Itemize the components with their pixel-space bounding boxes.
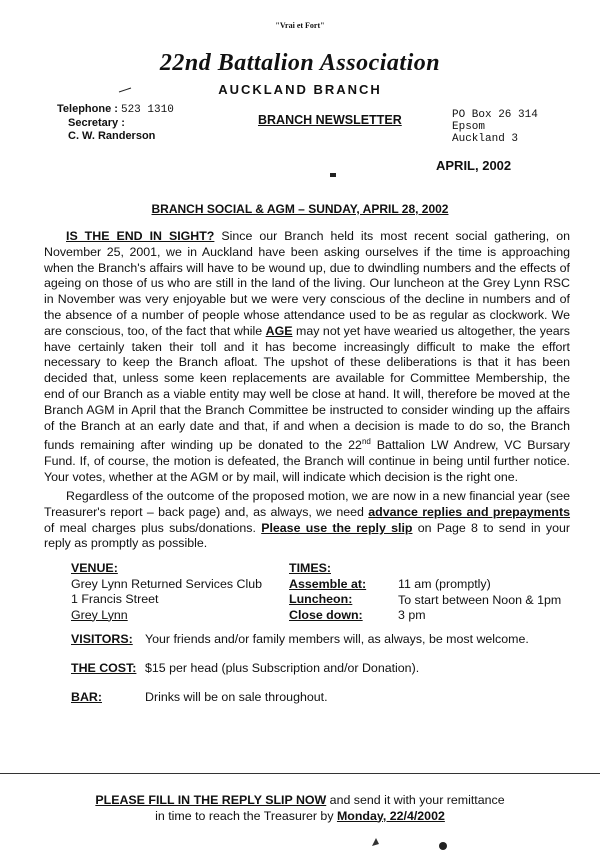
ink-mark-icon xyxy=(370,836,382,848)
motto: "Vrai et Fort" xyxy=(275,21,325,30)
reply-slip-footer xyxy=(0,793,600,824)
cost-text: $15 per head (plus Subscription and/or Donation). xyxy=(145,661,420,675)
secretary-name: C. W. Randerson xyxy=(68,130,156,142)
branch-subtitle: AUCKLAND BRANCH xyxy=(218,82,382,97)
po-box-line: PO Box 26 314 xyxy=(452,109,538,121)
telephone-number: 523 1310 xyxy=(120,104,174,116)
cost-label: THE COST: xyxy=(71,661,137,675)
para-lead: IS THE END IN SIGHT? xyxy=(66,229,215,243)
po-box-line: Epsom xyxy=(452,121,486,133)
bar-text: Drinks will be on sale throughout. xyxy=(145,690,328,704)
venue-line: 1 Francis Street xyxy=(71,592,159,606)
ink-speck xyxy=(330,173,336,177)
para-text: of meal charges plus subs/donations. xyxy=(44,520,262,535)
para-text: on Page 8 to send in your reply as promptly as possible. xyxy=(44,520,570,551)
footer-text: and send it with your remittance xyxy=(326,793,505,807)
visitors-row xyxy=(71,632,529,646)
para-bold: advance replies and prepayments xyxy=(368,504,571,519)
event-heading: BRANCH SOCIAL & AGM – SUNDAY, APRIL 28, 2002 xyxy=(151,202,449,216)
para-bold: Please use the reply slip xyxy=(261,520,413,535)
newsletter-label: BRANCH NEWSLETTER xyxy=(258,113,402,127)
visitors-label: VISITORS: xyxy=(71,632,133,646)
close-label: Close down: xyxy=(289,607,363,622)
luncheon-value: To start between Noon & 1pm xyxy=(398,592,562,607)
venue-line: Grey Lynn xyxy=(71,607,128,622)
section-divider xyxy=(0,773,600,774)
ink-blot-icon xyxy=(436,840,450,852)
footer-bold: PLEASE FILL IN THE REPLY SLIP NOW xyxy=(95,793,327,807)
para-text: Regardless of the outcome of the proposed motion, we are now in a new financial year (see Treasurer's report – back page) and, as always, we need xyxy=(44,489,570,519)
association-title: 22nd Battalion Association xyxy=(159,50,441,76)
assemble-value: 11 am (promptly) xyxy=(398,577,491,591)
telephone-label: Telephone : xyxy=(57,103,118,115)
visitors-text: Your friends and/or family members will, as always, be most welcome. xyxy=(145,632,529,646)
newsletter-date: APRIL, 2002 xyxy=(436,158,512,173)
assemble-label: Assemble at: xyxy=(289,576,367,591)
footer-line2: in time to reach the Treasurer by xyxy=(155,808,337,823)
para-text: Battalion LW Andrew, VC Bursary Fund. If, of course, the motion is defeated, the Branch will continue in being until further notice. Your votes, whether at the AGM or by mail, will indicate which decision is the right one. xyxy=(44,438,570,485)
bar-label: BAR: xyxy=(71,690,102,704)
para-text: Since our Branch held its most recent social gathering, on November 25, 2001, we in Auckland have been asking ourselves if the time is approaching when the Branch's affairs will have to be wound up, due to dwindling numbers and the effects of ageing on those of us who are still in the land of the living. Our luncheon at the Grey Lynn RSC in November was very enjoyable but we were very conscious of the decline in numbers and of the absence of a number of people whose attendance used to be as regular as clockwork. We are conscious, too, of the fact that while xyxy=(44,229,570,338)
para-superscript: nd xyxy=(361,437,371,447)
para-text: may not yet have wearied us altogether, the years have certainly taken their toll and it has become increasingly difficult to make the effort necessary to keep the Branch afloat. The upshot of these deliberations is that it has been decided that, unless some keen replacements are available for Committee Membership, the end of our Branch as a viable entity may well be close at hand. It will, therefore be moved at the Branch AGM in April that the Branch Committee be instructed to consider winding up the affairs of the Branch at an early date and that, if and when a decision is made to do so, the Branch funds remaining after winding up be donated to the 22 xyxy=(44,323,570,453)
paragraph-end-in-sight xyxy=(44,229,570,486)
times-values xyxy=(398,577,561,624)
close-value: 3 pm xyxy=(398,608,426,622)
paragraph-financial-year xyxy=(44,489,570,552)
venue-block xyxy=(71,561,262,623)
contact-block xyxy=(57,103,174,143)
pen-mark-icon xyxy=(118,87,132,93)
times-block xyxy=(289,561,366,623)
para-age: AGE xyxy=(265,323,293,338)
po-box-address xyxy=(452,109,538,145)
luncheon-label: Luncheon: xyxy=(289,592,353,606)
po-box-line: Auckland 3 xyxy=(452,133,519,145)
bar-row xyxy=(71,690,328,704)
times-label: TIMES: xyxy=(289,561,331,575)
secretary-label: Secretary : xyxy=(68,117,125,129)
venue-line: Grey Lynn Returned Services Club xyxy=(71,576,262,591)
venue-label: VENUE: xyxy=(71,561,118,575)
cost-row xyxy=(71,661,419,675)
footer-deadline: Monday, 22/4/2002 xyxy=(336,808,445,823)
